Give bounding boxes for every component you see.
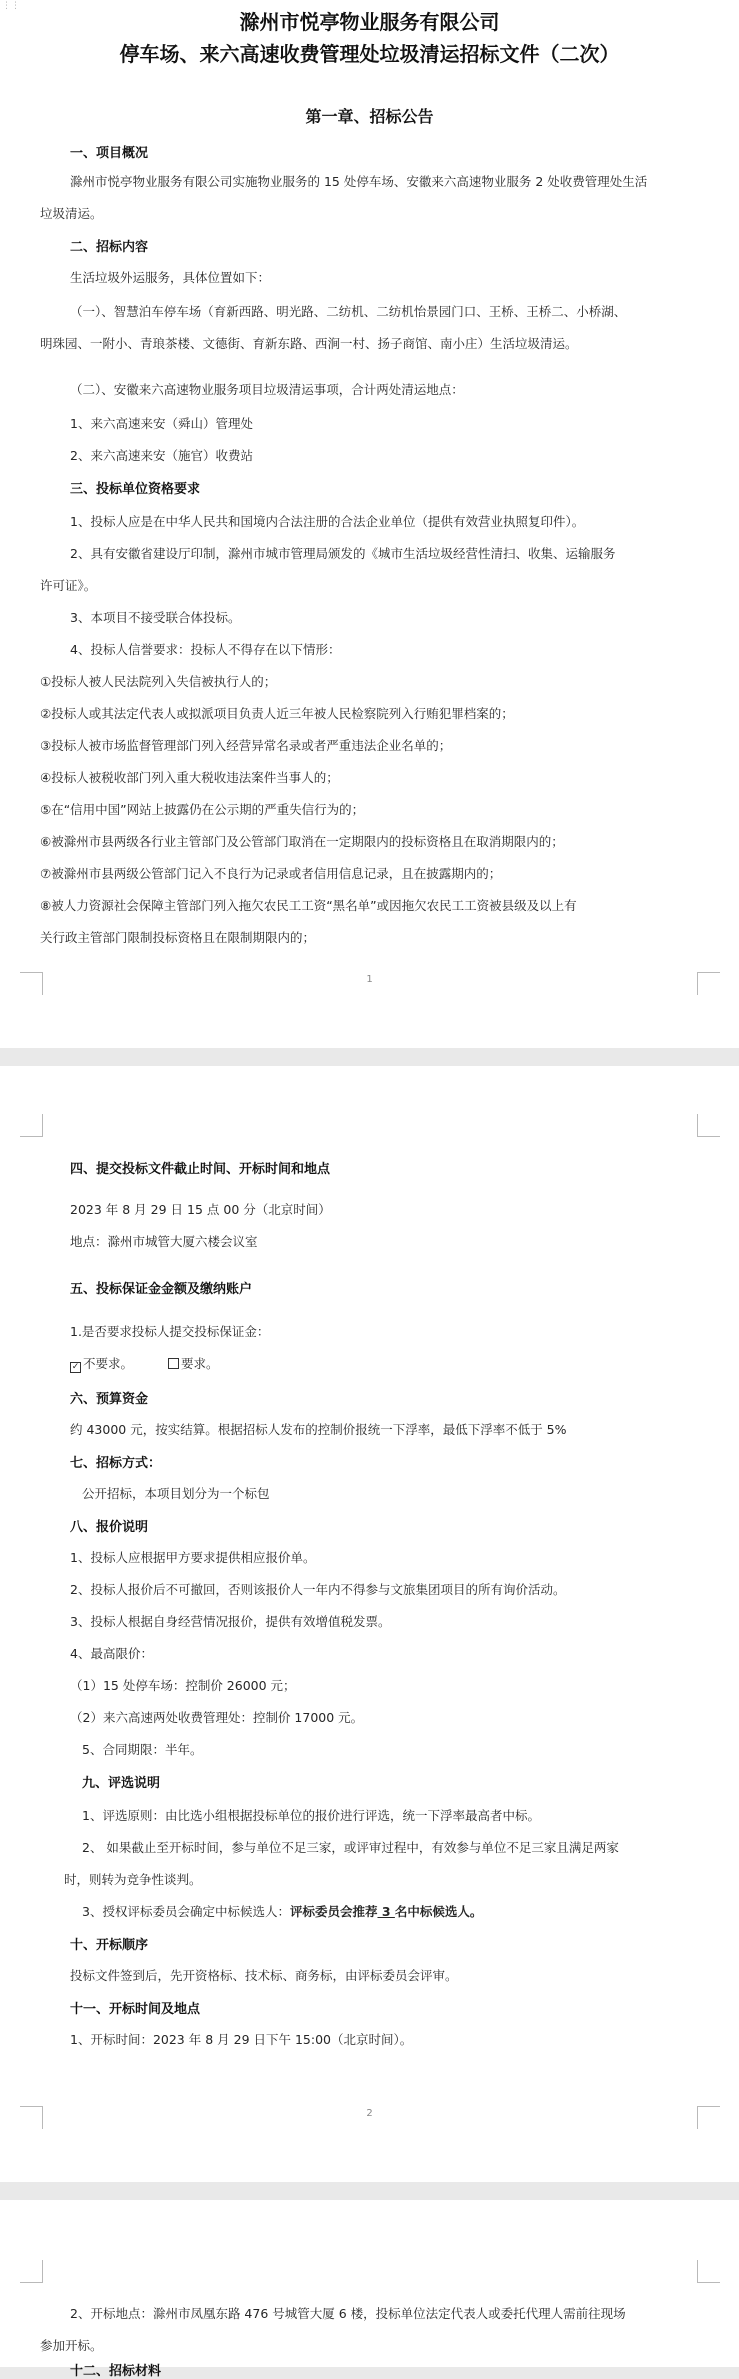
section-heading: 十一、开标时间及地点 (70, 2002, 201, 2017)
paragraph-line: 3、投标人根据自身经营情况报价，提供有效增值税发票。 (70, 1614, 391, 1629)
section-heading: 一、项目概况 (70, 146, 149, 161)
text-run-bold: 名中标候选人。 (394, 1904, 483, 1919)
section-heading: 二、招标内容 (70, 240, 149, 255)
paragraph-line: 滁州市悦亭物业服务有限公司实施物业服务的 15 处停车场、安徽来六高速物业服务 2 处收费管理处生活 (70, 174, 648, 189)
text-run: 3、授权评标委员会确定中标候选人： (82, 1904, 290, 1919)
option-no-deposit (70, 1354, 133, 1373)
candidate-count: 3 (377, 1904, 395, 1919)
paragraph-line: 地点：滁州市城管大厦六楼会议室 (70, 1234, 258, 1249)
option-label: 要求。 (181, 1356, 219, 1371)
paragraph-line: 投标文件签到后，先开资格标、技术标、商务标，由评标委员会评审。 (70, 1968, 458, 1983)
paragraph-line: 时，则转为竞争性谈判。 (64, 1872, 202, 1887)
paragraph-line: 垃圾清运。 (40, 206, 103, 221)
paragraph-line: （二）、安徽来六高速物业服务项目垃圾清运事项，合计两处清运地点： (70, 382, 464, 397)
document-page-1 (0, 0, 739, 1048)
option-label: 不要求。 (83, 1356, 134, 1371)
paragraph-line: 生活垃圾外运服务，具体位置如下： (70, 270, 271, 285)
option-require-deposit (168, 1354, 219, 1372)
crop-mark (20, 1114, 43, 1137)
checkbox-checked-icon[interactable]: ✓ (71, 1362, 80, 1372)
paragraph-line: 1、开标时间：2023 年 8 月 29 日下午 15:00（北京时间）。 (70, 2032, 413, 2047)
paragraph-line: 2、来六高速来安（施官）收费站 (70, 448, 253, 463)
crop-mark (20, 2260, 43, 2283)
paragraph-line: 2、 如果截止至开标时间，参与单位不足三家，或评审过程中，有效参与单位不足三家且满足两家 (82, 1840, 619, 1855)
section-heading: 九、评选说明 (82, 1776, 161, 1791)
section-heading: 三、投标单位资格要求 (70, 482, 201, 497)
text-run-bold: 评标委员会推荐 (289, 1904, 378, 1919)
paragraph-line: ①投标人被人民法院列入失信被执行人的； (40, 674, 277, 689)
page-number: 1 (366, 974, 373, 985)
paragraph-line: 1、来六高速来安（舜山）管理处 (70, 416, 253, 431)
document-page-3 (0, 2200, 739, 2379)
section-heading: 十、开标顺序 (70, 1938, 149, 1953)
crop-mark (697, 2260, 720, 2283)
section-heading: 八、报价说明 (70, 1520, 149, 1535)
paragraph-line: 3、本项目不接受联合体投标。 (70, 610, 241, 625)
paragraph-line: 1、评选原则：由比选小组根据投标单位的报价进行评选，统一下浮率最高者中标。 (82, 1808, 540, 1823)
paragraph-line: ④投标人被税收部门列入重大税收违法案件当事人的； (40, 770, 339, 785)
page-number: 2 (366, 2108, 373, 2119)
paragraph-line: 1.是否要求投标人提交投标保证金： (70, 1324, 270, 1339)
crop-mark (697, 1114, 720, 1137)
paragraph-line: （一）、智慧泊车停车场（育新西路、明光路、二纺机、二纺机怡景园门口、王桥、王桥二、小桥湖、 (70, 304, 627, 319)
paragraph-line: ⑤在“信用中国”网站上披露仍在公示期的严重失信行为的； (40, 802, 365, 817)
paragraph-line: ②投标人或其法定代表人或拟派项目负责人近三年被人民检察院列入行贿犯罪档案的； (40, 706, 514, 721)
paragraph-line: 约 43000 元，按实结算。根据招标人发布的控制价报统一下浮率，最低下浮率不低于 5% (70, 1422, 567, 1437)
document-page-2 (0, 1066, 739, 2182)
drag-handle-icon[interactable]: ⋮⋮ (2, 1, 20, 11)
paragraph-line: 2023 年 8 月 29 日 15 点 00 分（北京时间） (70, 1202, 331, 1217)
section-heading-partial: 十二、招标材料 (70, 2364, 162, 2379)
paragraph-line: 2、开标地点：滁州市凤凰东路 476 号城管大厦 6 楼，投标单位法定代表人或委托代理人需前往现场 (70, 2306, 626, 2321)
paragraph-line: （2）来六高速两处收费管理处：控制价 17000 元。 (70, 1710, 364, 1725)
section-heading: 五、投标保证金金额及缴纳账户 (70, 1282, 253, 1297)
paragraph-line: 公开招标，本项目划分为一个标包 (82, 1486, 270, 1501)
section-heading: 六、预算资金 (70, 1392, 149, 1407)
chapter-heading: 第一章、招标公告 (305, 107, 434, 126)
paragraph-line (82, 1902, 482, 1920)
paragraph-line: 1、投标人应是在中华人民共和国境内合法注册的合法企业单位（提供有效营业执照复印件）。 (70, 514, 585, 529)
paragraph-line: ⑦被滁州市县两级公管部门记入不良行为记录或者信用信息记录，且在披露期内的； (40, 866, 502, 881)
paragraph-line: ③投标人被市场监督管理部门列入经营异常名录或者严重违法企业名单的； (40, 738, 452, 753)
paragraph-line: 2、具有安徽省建设厅印制，滁州市城市管理局颁发的《城市生活垃圾经营性清扫、收集、运输服务 (70, 546, 616, 561)
section-heading: 四、提交投标文件截止时间、开标时间和地点 (70, 1162, 331, 1177)
paragraph-line: （1）15 处停车场：控制价 26000 元； (70, 1678, 296, 1693)
paragraph-line: 5、合同期限：半年。 (82, 1742, 203, 1757)
paragraph-line: 参加开标。 (40, 2338, 103, 2353)
paragraph-line: ⑧被人力资源社会保障主管部门列入拖欠农民工工资“黑名单”或因拖欠农民工工资被县级及以上有 (40, 898, 577, 913)
paragraph-line: ⑥被滁州市县两级各行业主管部门及公管部门取消在一定期限内的投标资格且在取消期限内的； (40, 834, 564, 849)
company-title: 滁州市悦亭物业服务有限公司 (239, 10, 500, 34)
paragraph-line: 4、投标人信誉要求：投标人不得存在以下情形： (70, 642, 341, 657)
document-title: 停车场、来六高速收费管理处垃圾清运招标文件（二次） (119, 42, 620, 66)
section-heading: 七、招标方式： (70, 1456, 162, 1471)
paragraph-line: 许可证》。 (40, 578, 97, 593)
paragraph-line: 明珠园、一附小、青琅茶楼、文德街、育新东路、西涧一村、扬子商馆、南小庄）生活垃圾清运。 (40, 336, 578, 351)
paragraph-line: 1、投标人应根据甲方要求提供相应报价单。 (70, 1550, 316, 1565)
paragraph-line: 关行政主管部门限制投标资格且在限制期限内的； (40, 930, 316, 945)
paragraph-line: 2、投标人报价后不可撤回，否则该报价人一年内不得参与文旅集团项目的所有询价活动。 (70, 1582, 566, 1597)
paragraph-line: 4、最高限价： (70, 1646, 153, 1661)
checkbox-unchecked-icon[interactable] (168, 1358, 179, 1369)
